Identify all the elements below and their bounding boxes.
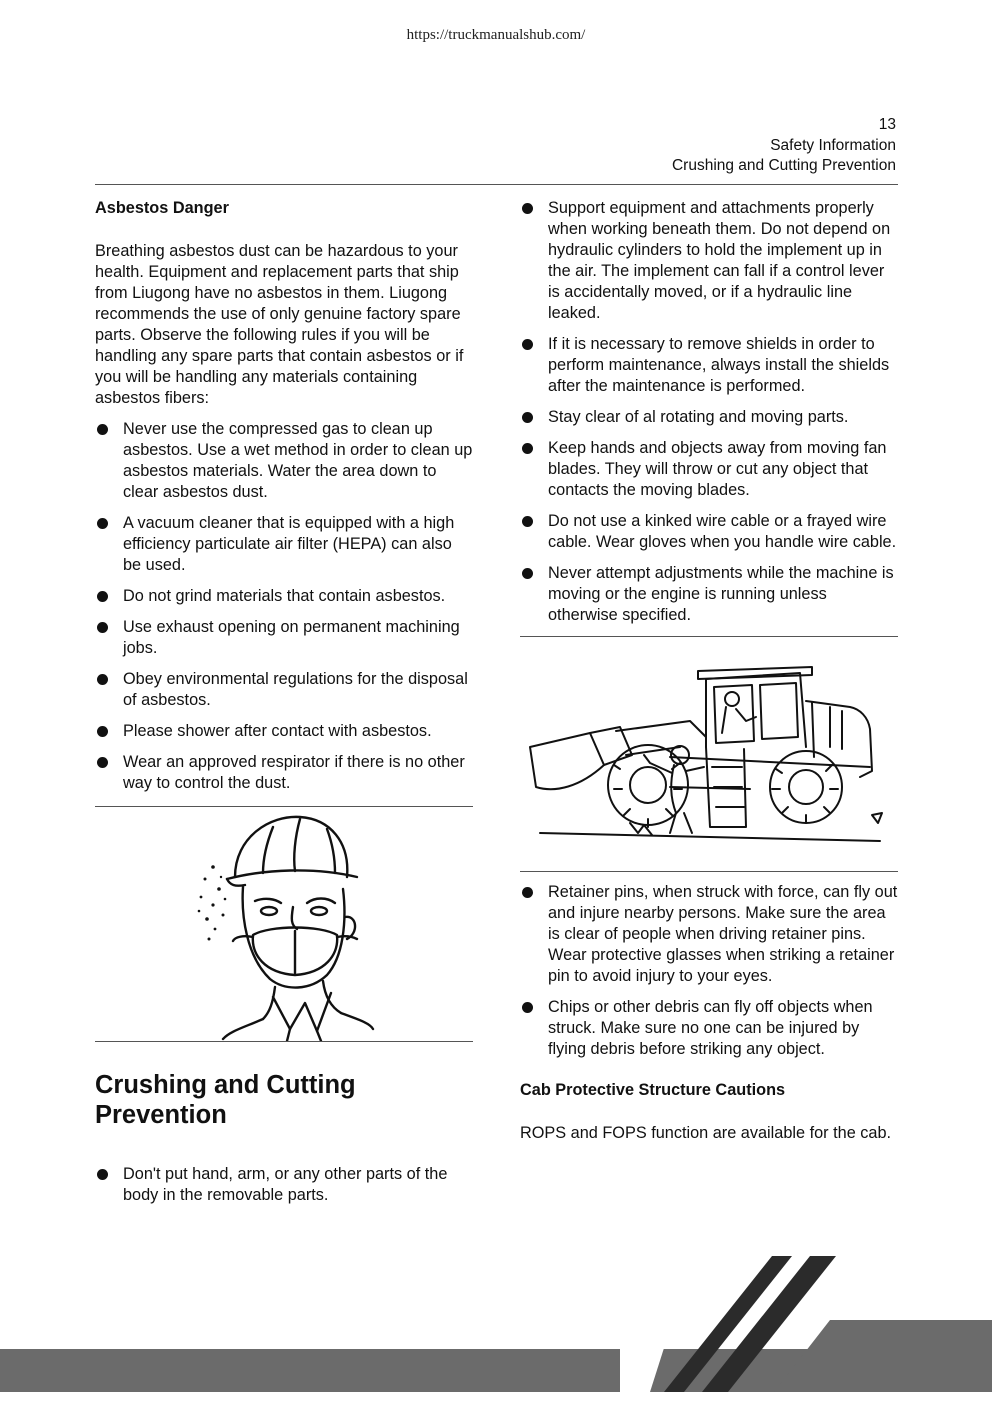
right-bullet-list-top <box>520 198 898 626</box>
right-bullet-list-bottom <box>520 882 898 1060</box>
list-item: If it is necessary to remove shields in order to perform maintenance, always install the shields after the maintenance is performed. <box>520 334 898 397</box>
list-item: Do not use a kinked wire cable or a frayed wire cable. Wear gloves when you handle wire cable. <box>520 511 898 553</box>
list-item: Support equipment and attachments properly when working beneath them. Do not depend on hydraulic cylinders to hold the implement up in the air. The implement can fall if a control lever is accidentally moved, or if a hydraulic line leaked. <box>520 198 898 324</box>
list-item: Keep hands and objects away from moving fan blades. They will throw or cut any object that contacts the moving blades. <box>520 438 898 501</box>
footer-stripes-decoration <box>620 1252 992 1404</box>
crushing-bullet-list <box>95 1164 473 1206</box>
list-item: Do not grind materials that contain asbestos. <box>95 586 473 607</box>
asbestos-heading: Asbestos Danger <box>95 199 229 217</box>
cab-heading: Cab Protective Structure Cautions <box>520 1081 786 1099</box>
list-item: Don't put hand, arm, or any other parts of the body in the removable parts. <box>95 1164 473 1206</box>
page-number: 13 <box>878 116 896 133</box>
list-item: Chips or other debris can fly off objects when struck. Make sure no one can be injured by flying debris before striking any object. <box>520 997 898 1060</box>
list-item: Never use the compressed gas to clean up asbestos. Use a wet method in order to clean up asbestos materials. Water the area down to clear asbestos dust. <box>95 419 473 503</box>
list-item: Use exhaust opening on permanent machining jobs. <box>95 617 473 659</box>
list-item: Obey environmental regulations for the disposal of asbestos. <box>95 669 473 711</box>
list-item: Stay clear of al rotating and moving parts. <box>520 407 898 428</box>
asbestos-intro: Breathing asbestos dust can be hazardous to your health. Equipment and replacement parts that ship from Liugong have no asbestos in them. Liugong recommends the use of only genuine factory spare parts. Observe the following rules if you will be handling any spare parts that contain asbestos or if you will be handling any materials containing asbestos fibers: <box>95 242 464 407</box>
list-item: Retainer pins, when struck with force, can fly out and injure nearby persons. Make sure the area is clear of people when driving retainer pins. Wear protective glasses when striking a retainer pin to avoid injury to your eyes. <box>520 882 898 987</box>
wheel-loader-worker-illustration <box>520 637 898 871</box>
worker-respirator-illustration <box>95 807 473 1041</box>
asbestos-bullet-list <box>95 419 473 794</box>
crushing-heading: Crushing and Cutting Prevention <box>95 1071 356 1129</box>
section-title: Safety Information <box>770 136 896 154</box>
list-item: Never attempt adjustments while the machine is moving or the engine is running unless otherwise specified. <box>520 563 898 626</box>
worker-respirator-drawing <box>95 807 473 1041</box>
figure-bottom-rule <box>95 1041 473 1042</box>
running-head <box>672 115 896 177</box>
right-column <box>520 198 898 1154</box>
left-column <box>95 198 473 1216</box>
list-item: Wear an approved respirator if there is no other way to control the dust. <box>95 752 473 794</box>
wheel-loader-drawing <box>520 637 898 871</box>
subsection-title: Crushing and Cutting Prevention <box>671 157 896 174</box>
list-item: Please shower after contact with asbestos. <box>95 721 473 742</box>
figure-bottom-rule <box>520 871 898 872</box>
header-divider <box>95 184 898 185</box>
cab-text: ROPS and FOPS function are available for the cab. <box>520 1124 892 1142</box>
list-item: A vacuum cleaner that is equipped with a high efficiency particulate air filter (HEPA) can also be used. <box>95 513 473 576</box>
source-url: https://truckmanualshub.com/ <box>406 27 586 43</box>
